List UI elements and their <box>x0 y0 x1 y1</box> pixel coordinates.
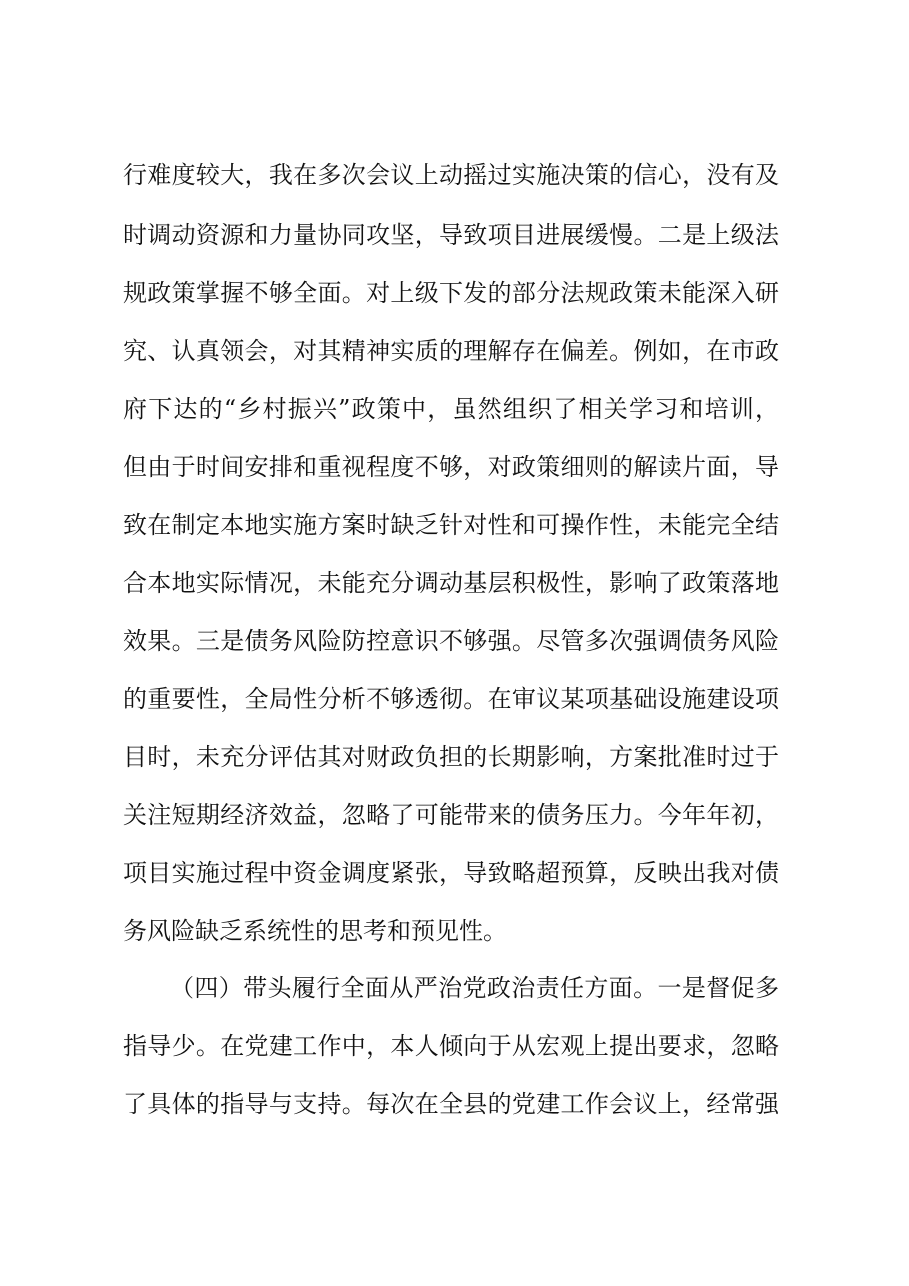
text-line: 时调动资源和力量协同攻坚，导致项目进展缓慢。二是上级法 <box>123 221 779 249</box>
text-line: 指导少。在党建工作中，本人倾向于从宏观上提出要求，忽略 <box>123 1032 779 1060</box>
text-line: 府下达的“乡村振兴”政策中，虽然组织了相关学习和培训， <box>123 395 779 423</box>
text-line: 究、认真领会，对其精神实质的理解存在偏差。例如，在市政 <box>123 337 779 365</box>
text-line: 规政策掌握不够全面。对上级下发的部分法规政策未能深入研 <box>123 279 779 307</box>
text-line: 的重要性，全局性分析不够透彻。在审议某项基础设施建设项 <box>123 685 779 713</box>
text-line: 项目实施过程中资金调度紧张，导致略超预算，反映出我对债 <box>123 859 779 887</box>
text-line: 合本地实际情况，未能充分调动基层积极性，影响了政策落地 <box>123 569 779 597</box>
section-heading-line: （四）带头履行全面从严治党政治责任方面。一是督促多 <box>170 974 779 1002</box>
text-line-last: 务风险缺乏系统性的思考和预见性。 <box>123 917 507 945</box>
text-line: 致在制定本地实施方案时缺乏针对性和可操作性，未能完全结 <box>123 511 779 539</box>
text-line: 关注短期经济效益，忽略了可能带来的债务压力。今年年初， <box>123 801 779 829</box>
text-line: 行难度较大，我在多次会议上动摇过实施决策的信心，没有及 <box>123 161 779 189</box>
text-line: 了具体的指导与支持。每次在全县的党建工作会议上，经常强 <box>123 1090 779 1118</box>
text-line: 目时，未充分评估其对财政负担的长期影响，方案批准时过于 <box>123 743 779 771</box>
text-line: 效果。三是债务风险防控意识不够强。尽管多次强调债务风险 <box>123 627 779 655</box>
text-line: 但由于时间安排和重视程度不够，对政策细则的解读片面，导 <box>123 453 779 481</box>
